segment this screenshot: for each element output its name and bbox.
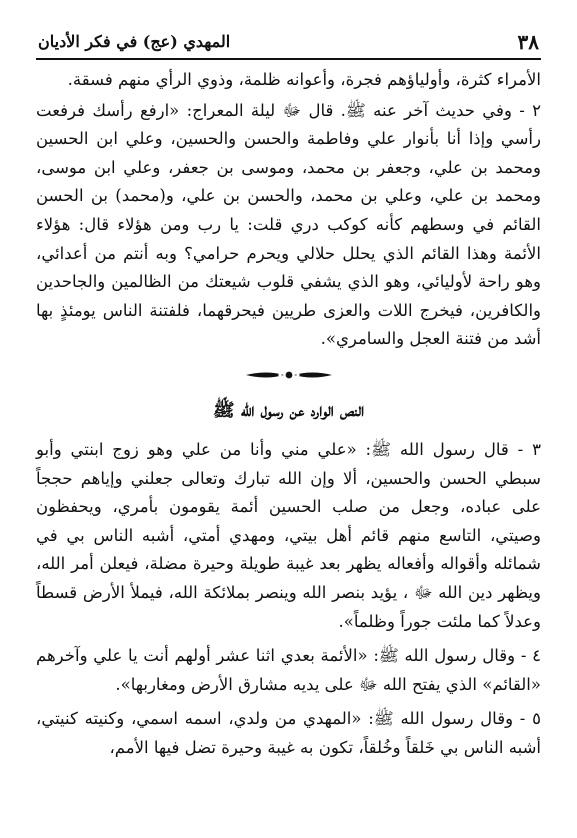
paragraph-continuation: الأمراء كثرة، وأولياؤهم فجرة، وأعوانه ظلمة، وذوي الرأي منهم فسقة. <box>67 70 541 89</box>
ornament-divider <box>36 360 541 390</box>
paragraph-hadith-3: ٣ - قال رسول الله ﷺ: «علي مني وأنا من علي وهو زوج ابنتي وأبو سبطي الحسن والحسين، ألا وإن الله تبارك وتعالى جعلني وإياهم حججاً على عباده، وجعل من صلب الحسين أئمة يقومون بأمري، ويحفظون وصيتي، التاسع منهم قائم أهل بيتي، ومهدي أمتي، أشبه الناس بي في شمائله وأقواله وأفعاله يظهر بعد غيبة طويلة وحيرة مضلة، فيعلن أمر الله، ويظهر دين الله ﷻ ، يؤيد بنصر الله وينصر بملائكة الله، فيملأ الأرض قسطاً وعدلاً كما ملئت جوراً وظلماً». <box>36 439 541 631</box>
page-header <box>36 28 541 60</box>
page-number: ٣٨ <box>517 30 539 54</box>
paragraph-hadith-5: ٥ - وقال رسول الله ﷺ: «المهدي من ولدي، اسمه اسمي، وكنيته كنيتي، أشبه الناس بي خَلقاً وخُلقاً، تكون به غيبة وحيرة تضل فيها الأمم، <box>36 709 541 757</box>
ornament-icon <box>244 368 334 382</box>
section-heading: النص الوارد عن رسول الله ﷺ <box>212 399 365 421</box>
paragraph-hadith-2: ٢ - وفي حديث آخر عنه ﷺ. قال ﷻ ليلة المعراج: «ارفع رأسك فرفعت رأسي وإذا أنا بأنوار علي وفاطمة والحسن والحسين، وعلي ابن الحسين ومحمد بن علي، وجعفر بن محمد، وموسى بن جعفر، وعلي ابن موسى، ومحمد بن علي، وعلي بن محمد، والحسن بن علي، و(محمد) بن الحسن القائم في وسطهم كأنه كوكب دري قلت: يا رب ومن هؤلاء قال: هؤلاء الأئمة وهذا القائم الذي يحلل حلالي ويحرم حرامي؟ وبه أنتم من أعدائي، وهو راحة لأوليائي، وهو الذي يشفي قلوب شيعتك من الظالمين والجاحدين والكافرين، فيخرج اللات والعزى طريين فيحرقهما، فلفتنة الناس يومئذٍ بها أشد من فتنة العجل والسامري». <box>36 100 541 349</box>
paragraph-hadith-4: ٤ - وقال رسول الله ﷺ: «الأئمة بعدي اثنا عشر أولهم أنت يا علي وآخرهم «القائم» الذي يفتح الله ﷻ على يديه مشارق الأرض ومغاربها». <box>36 646 541 694</box>
page-body <box>36 66 541 768</box>
running-title: المهدي (عج) في فكر الأديان <box>38 32 231 51</box>
